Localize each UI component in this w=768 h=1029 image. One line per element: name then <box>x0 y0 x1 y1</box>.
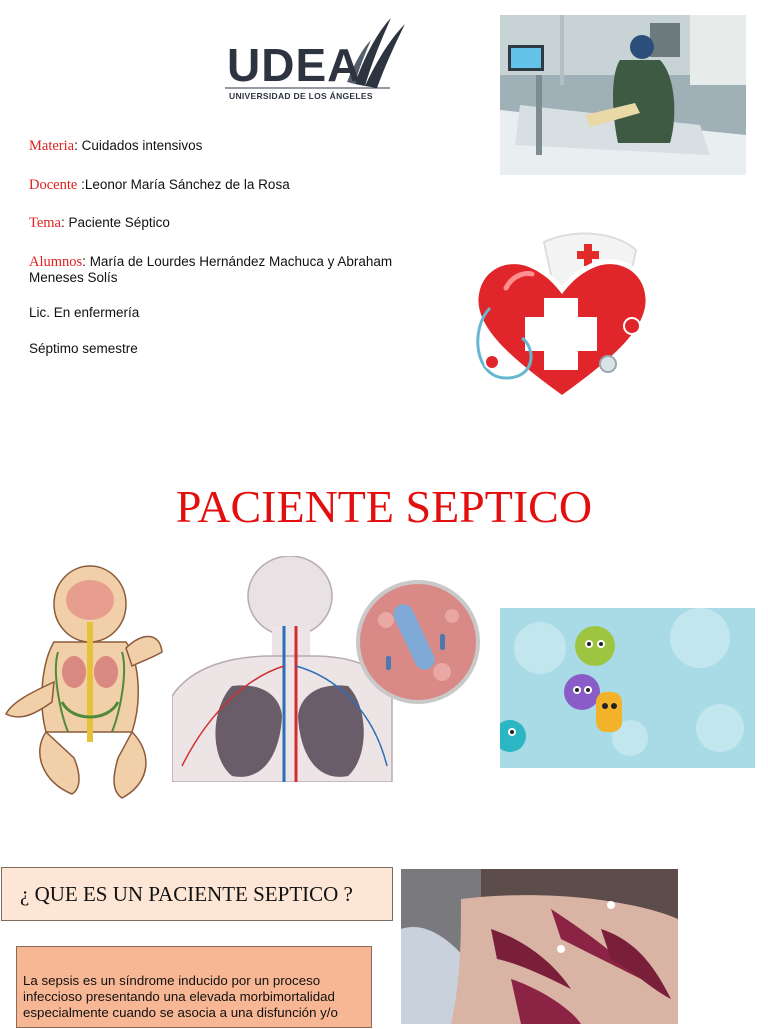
page-title: PACIENTE SEPTICO <box>175 481 593 532</box>
teacher-value: Leonor María Sánchez de la Rosa <box>84 177 290 192</box>
germs-cartoon <box>500 608 755 768</box>
infant-anatomy-illustration <box>2 562 168 804</box>
septic-patient-photo <box>401 869 678 1024</box>
semester-text: Séptimo semestre <box>29 341 138 356</box>
teacher-line: Docente :Leonor María Sánchez de la Rosa <box>29 177 290 193</box>
students-label: Alumnos <box>29 254 83 270</box>
topic-line: Tema: Paciente Séptico <box>29 215 170 231</box>
yellow-germ-icon <box>596 692 622 732</box>
students-value: María de Lourdes Hernández Machuca y Abraham Meneses Solís <box>29 254 393 285</box>
subject-value: Cuidados intensivos <box>81 138 203 153</box>
question-heading: ¿ QUE ES UN PACIENTE SEPTICO ? <box>20 882 353 906</box>
career-text: Lic. En enfermería <box>29 305 140 320</box>
nurse-heart-illustration <box>466 228 656 410</box>
subject-label: Materia <box>29 138 75 154</box>
subject-line: Materia: Cuidados intensivos <box>29 138 203 154</box>
icu-photo <box>500 15 746 175</box>
students-line: Alumnos: María de Lourdes Hernández Machuca y Abraham Meneses Solís <box>29 254 393 285</box>
definition-text: La sepsis es un síndrome inducido por un proceso infeccioso presentando una elevada morbimortalidad especialmente cuando se asocia a una disfunción y/o <box>23 973 338 1020</box>
heart-cross-icon <box>466 228 656 410</box>
green-virus-icon <box>575 626 615 666</box>
logo-wordmark: UDEA <box>227 39 362 91</box>
university-logo <box>205 14 413 106</box>
adult-anatomy-illustration <box>172 556 480 782</box>
purple-virus-icon <box>564 674 600 710</box>
teacher-label: Docente <box>29 177 78 193</box>
topic-value: Paciente Séptico <box>68 215 170 230</box>
topic-label: Tema <box>29 215 61 231</box>
definition-box <box>16 946 372 1028</box>
logo-subtitle: UNIVERSIDAD DE LOS ÁNGELES <box>229 91 373 101</box>
question-heading-box <box>1 867 393 921</box>
